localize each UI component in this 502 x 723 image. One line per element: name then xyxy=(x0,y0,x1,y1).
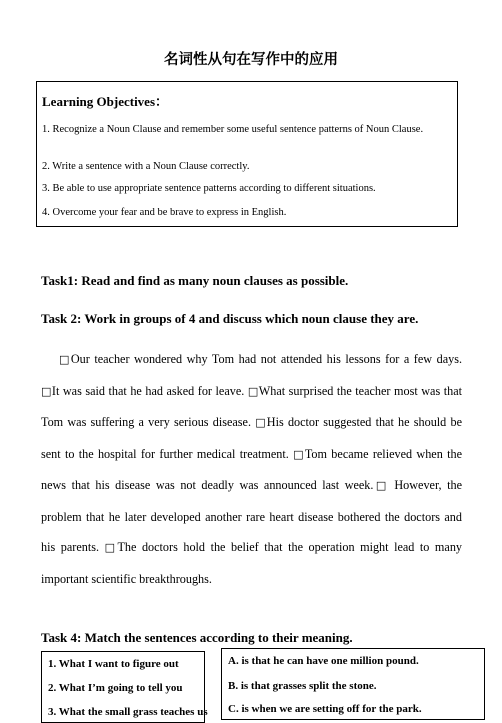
task2-heading: Task 2: Work in groups of 4 and discuss which noun clause they are. xyxy=(41,311,419,326)
sentence-marker: □ xyxy=(255,416,267,429)
match-right-box xyxy=(221,648,485,720)
sentence-6: However, the problem that he later developed another rare heart disease bothered the doctors and his parents. xyxy=(41,478,462,554)
sentence-marker: □ xyxy=(41,384,52,398)
learning-objectives-box xyxy=(36,81,458,227)
page-title: 名词性从句在写作中的应用 xyxy=(164,52,338,68)
sentence-7: The doctors hold the belief that the operation might lead to many important scientific breakthroughs. xyxy=(41,540,463,586)
sentence-marker: □ xyxy=(247,384,259,398)
match-left-item-1: 1. What I want to figure out xyxy=(48,658,179,670)
objective-item-1: 1. Recognize a Noun Clause and remember some useful sentence patterns of Noun Clause. xyxy=(42,124,424,135)
sentence-3: What surprised the teacher most was that Tom was suffering a very serious disease. xyxy=(41,383,463,429)
match-left-item-2: 2. What I’m going to tell you xyxy=(48,682,183,694)
sentence-marker: □ xyxy=(293,447,305,461)
sentence-1: Our teacher wondered why Tom had not attended his lessons for a few days. xyxy=(70,352,462,366)
sentence-2: It was said that he had asked for leave. xyxy=(51,383,245,398)
task4-heading: Task 4: Match the sentences according to their meaning. xyxy=(41,630,353,645)
passage xyxy=(41,344,462,594)
objectives-heading: Learning Objectives： xyxy=(42,94,169,109)
match-left-box xyxy=(41,651,208,723)
sentence-5: Tom became relieved when the news that his disease was not deadly was announced last week. xyxy=(41,446,463,492)
sentence-marker: □ xyxy=(104,541,118,554)
objective-item-4: 4. Overcome your fear and be brave to express in English. xyxy=(42,207,287,218)
match-right-item-b: B. is that grasses split the stone. xyxy=(228,680,377,692)
objective-item-3: 3. Be able to use appropriate sentence patterns according to different situations. xyxy=(42,183,376,194)
match-right-item-c: C. is when we are setting off for the park. xyxy=(228,703,422,715)
sentence-marker: □ xyxy=(59,353,71,366)
objective-item-2: 2. Write a sentence with a Noun Clause correctly. xyxy=(42,161,250,172)
match-left-item-3: 3. What the small grass teaches us xyxy=(48,706,208,718)
sentence-marker: □ xyxy=(373,479,389,492)
task1-heading: Task1: Read and find as many noun clauses as possible. xyxy=(41,273,349,288)
match-right-item-a: A. is that he can have one million pound. xyxy=(228,655,419,667)
sentence-4: His doctor suggested that he should be sent to the hospital for further medical treatment. xyxy=(41,415,462,461)
